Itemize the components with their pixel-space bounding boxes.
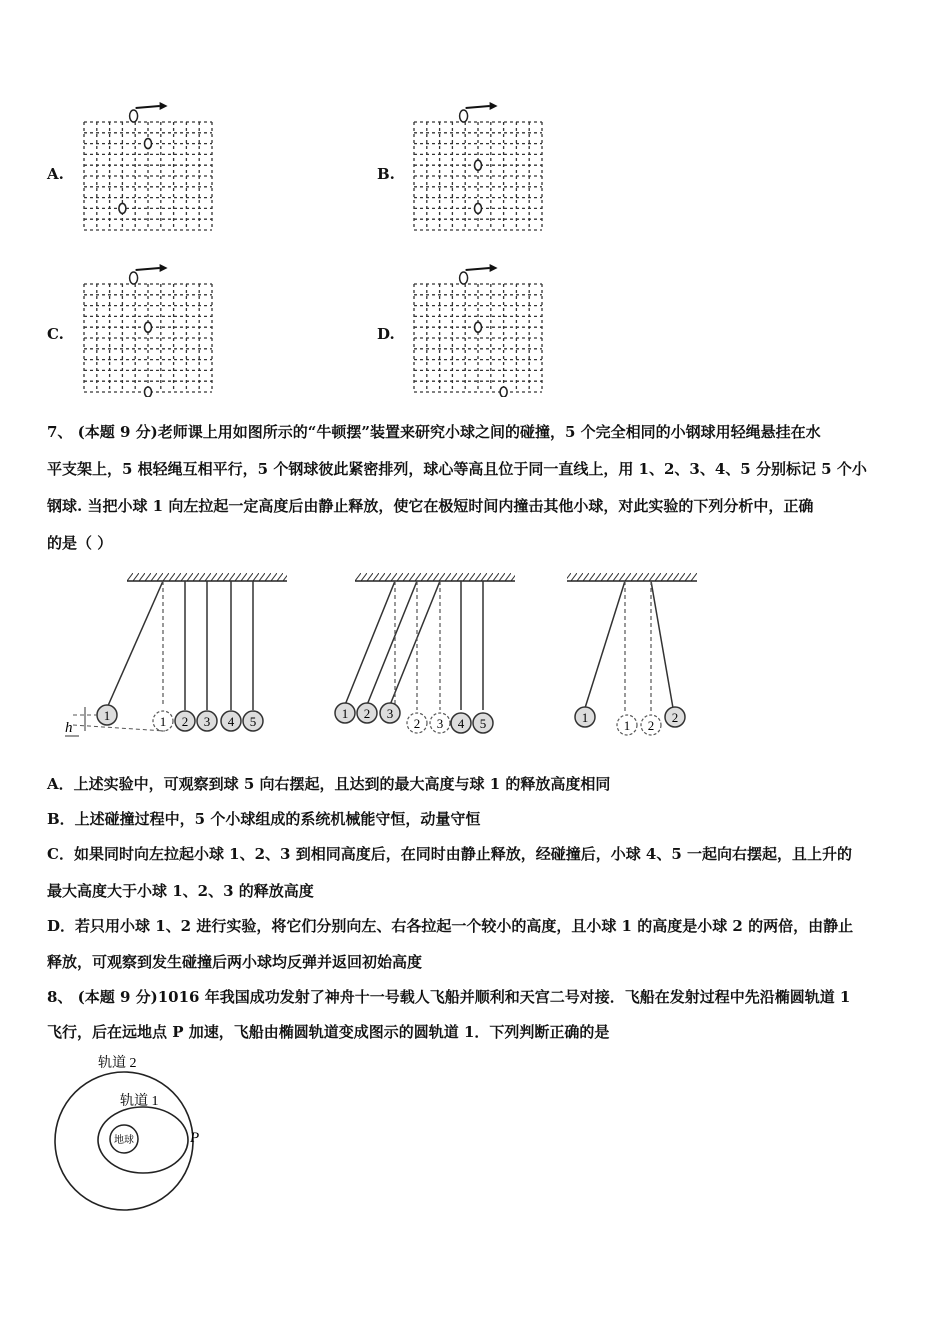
cradle3-ball-label: 1 [581,710,589,725]
dropper-icon [460,110,468,122]
cradle-panel-1 [65,573,287,736]
cradle1-ball-label: 1 [103,708,111,723]
cradle1-ball-label: 4 [227,714,235,729]
arrow-head-icon [490,102,498,110]
cradle1-ball-label: 5 [249,714,257,729]
q7-stem-line-1: 7、 (本题 9 分)老师课上用如图所示的“牛顿摆”装置来研究小球之间的碰撞，5 个完全相同的小钢球用轻绳悬挂在水 [47,423,821,441]
cradle3-ball-label: 1 [623,718,631,733]
cradle3-ball-label: 2 [671,710,679,725]
cradle3-ball-label: 2 [647,718,655,733]
orbit-figure [40,1050,220,1220]
dropped-object-icon [119,203,126,213]
orbit-1-ellipse [98,1107,188,1173]
cradle-panel-3 [567,573,697,735]
grid-figure-a [78,100,218,235]
height-h-label: h [65,720,73,736]
dropper-icon [130,110,138,122]
q7-option-c: C．如果同时向左拉起小球 1、2、3 到相同高度后，在同时由静止释放，经碰撞后，小球 4、5 一起向右摆起，且上升的 [47,845,853,863]
q8-stem-line-2: 飞行，后在远地点 P 加速，飞船由椭圆轨道变成图示的圆轨道 1．下列判断正确的是 [47,1023,610,1041]
option-c-label: C. [47,325,64,343]
option-b-label: B. [377,165,395,183]
velocity-arrow-icon [136,268,160,270]
cradle2-ball-label: 3 [436,716,444,731]
dropped-object-icon [475,160,482,170]
cradle1-ball-label: 3 [203,714,211,729]
orbit-2-label: 轨道 2 [98,1056,137,1071]
q7-option-d-cont: 释放，可观察到发生碰撞后两小球均反弹并返回初始高度 [47,953,423,971]
arrow-head-icon [160,264,168,272]
q7-stem-line-3: 钢球. 当把小球 1 向左拉起一定高度后由静止释放，使它在极短时间内撞击其他小球，对此实验的下列分析中，正确 [47,497,814,515]
cradle2-ball-label: 2 [363,706,371,721]
q7-stem-line-4: 的是（ ） [47,534,113,552]
grid-figure-d [408,262,548,397]
dropper-icon [460,272,468,284]
point-p-label: P [190,1130,200,1146]
q7-stem-line-2: 平支架上，5 根轻绳互相平行，5 个钢球彼此紧密排列，球心等高且位于同一直线上，用 1、2、3、4、5 分别标记 5 个小 [47,460,867,478]
earth-label: 地球 [114,1135,134,1146]
arrow-head-icon [160,102,168,110]
velocity-arrow-icon [136,106,160,108]
velocity-arrow-icon [466,268,490,270]
grid-figure-b [408,100,548,235]
arrow-head-icon [490,264,498,272]
cradle1-ball-label: 1 [159,714,167,729]
dropped-object-icon [145,322,152,332]
q7-option-a: A．上述实验中，可观察到球 5 向右摆起，且达到的最大高度与球 1 的释放高度相同 [47,775,611,793]
dropped-object-icon [145,387,152,397]
cradle2-ball-label: 5 [479,716,487,731]
dropped-object-icon [475,203,482,213]
cradle2-ball-label: 3 [386,706,394,721]
dropped-object-icon [145,139,152,149]
q7-option-b: B．上述碰撞过程中，5 个小球组成的系统机械能守恒，动量守恒 [47,810,481,828]
cradle1-ball-label: 2 [181,714,189,729]
dropped-object-icon [475,322,482,332]
grid-figure-c [78,262,218,397]
velocity-arrow-icon [466,106,490,108]
cradle2-ball-label: 1 [341,706,349,721]
newtons-cradle-figure [55,565,715,755]
option-d-label: D. [377,325,395,343]
cradle2-ball-label: 4 [457,716,465,731]
dropped-object-icon [500,387,507,397]
q7-option-d: D．若只用小球 1、2 进行实验，将它们分别向左、右各拉起一个较小的高度，且小球 1 的高度是小球 2 的两倍，由静止 [47,917,854,935]
dropper-icon [130,272,138,284]
q8-stem-line-1: 8、 (本题 9 分)1016 年我国成功发射了神舟十一号载人飞船并顺利和天宫二号对接．飞船在发射过程中先沿椭圆轨道 1 [47,988,851,1006]
option-a-label: A. [47,165,64,183]
orbit-1-label: 轨道 1 [120,1094,159,1109]
cradle2-ball-label: 2 [413,716,421,731]
cradle-panel-2 [335,573,515,733]
q7-option-c-cont: 最大高度大于小球 1、2、3 的释放高度 [47,882,314,900]
